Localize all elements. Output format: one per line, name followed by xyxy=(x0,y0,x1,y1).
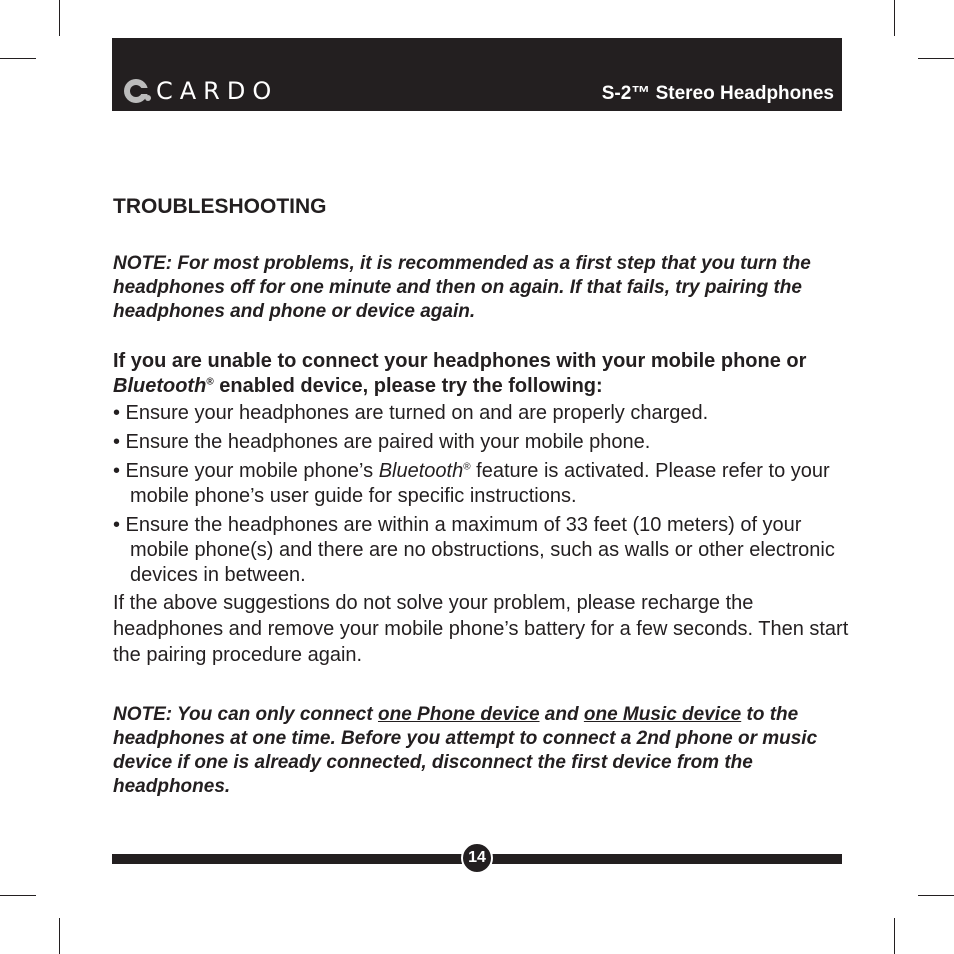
lead-paragraph xyxy=(113,349,853,399)
page-number: 14 xyxy=(461,842,493,874)
underlined-phone-device: one Phone device xyxy=(377,704,540,725)
list-item: • Ensure your headphones are turned on and are properly charged. xyxy=(113,402,709,424)
bluetooth-brand: Bluetooth xyxy=(113,375,207,397)
cardo-logo-icon xyxy=(122,76,152,106)
note-one-device xyxy=(113,703,853,799)
crop-mark xyxy=(894,918,895,954)
note-text: NOTE: You can only connect xyxy=(113,704,378,725)
section-title: TROUBLESHOOTING xyxy=(113,195,327,218)
registered-mark: ® xyxy=(206,376,214,388)
crop-mark xyxy=(894,0,895,36)
crop-mark xyxy=(0,895,36,896)
product-title: S-2™ Stereo Headphones xyxy=(601,83,834,104)
registered-mark: ® xyxy=(463,461,471,473)
underlined-music-device: one Music device xyxy=(583,704,742,725)
list-item: • Ensure the headphones are within a maximum of 33 feet (10 meters) of your mobile phone(s) and there are no obstructions, such as walls or other electronic devices in between. xyxy=(113,514,835,586)
list-item-text-end: feature is activated. Please refer to your mobile phone’s user guide for specific instructions. xyxy=(130,460,830,507)
list-item: • Ensure the headphones are paired with your mobile phone. xyxy=(113,431,651,453)
lead-text-end: enabled device, please try the following: xyxy=(213,375,603,397)
crop-mark xyxy=(918,58,954,59)
page-content xyxy=(113,195,853,799)
crop-mark xyxy=(0,58,36,59)
crop-mark xyxy=(918,895,954,896)
list-item xyxy=(113,459,853,509)
troubleshooting-list xyxy=(113,401,853,588)
lead-text: If you are unable to connect your headphones with your mobile phone or xyxy=(113,350,807,372)
list-item-text: • Ensure your mobile phone’s xyxy=(113,460,379,482)
note-first-step: NOTE: For most problems, it is recommended as a first step that you turn the headphones off for one minute and then on again. If that fails, try pairing the headphones and phone or device again. xyxy=(113,253,811,322)
note-text-end: to the headphones at one time. Before you attempt to connect a 2nd phone or music device if one is already connected, disconnect the first device from the headphones. xyxy=(113,704,818,797)
recharge-paragraph: If the above suggestions do not solve your problem, please recharge the headphones and remove your mobile phone’s battery for a few seconds. Then start the pairing procedure again. xyxy=(113,592,849,666)
page-header xyxy=(112,38,842,111)
bluetooth-brand: Bluetooth xyxy=(378,460,464,482)
brand-logo xyxy=(122,76,278,106)
note-text: and xyxy=(539,704,584,725)
crop-mark xyxy=(59,918,60,954)
logo-wordmark: CARDO xyxy=(156,77,279,105)
crop-mark xyxy=(59,0,60,36)
